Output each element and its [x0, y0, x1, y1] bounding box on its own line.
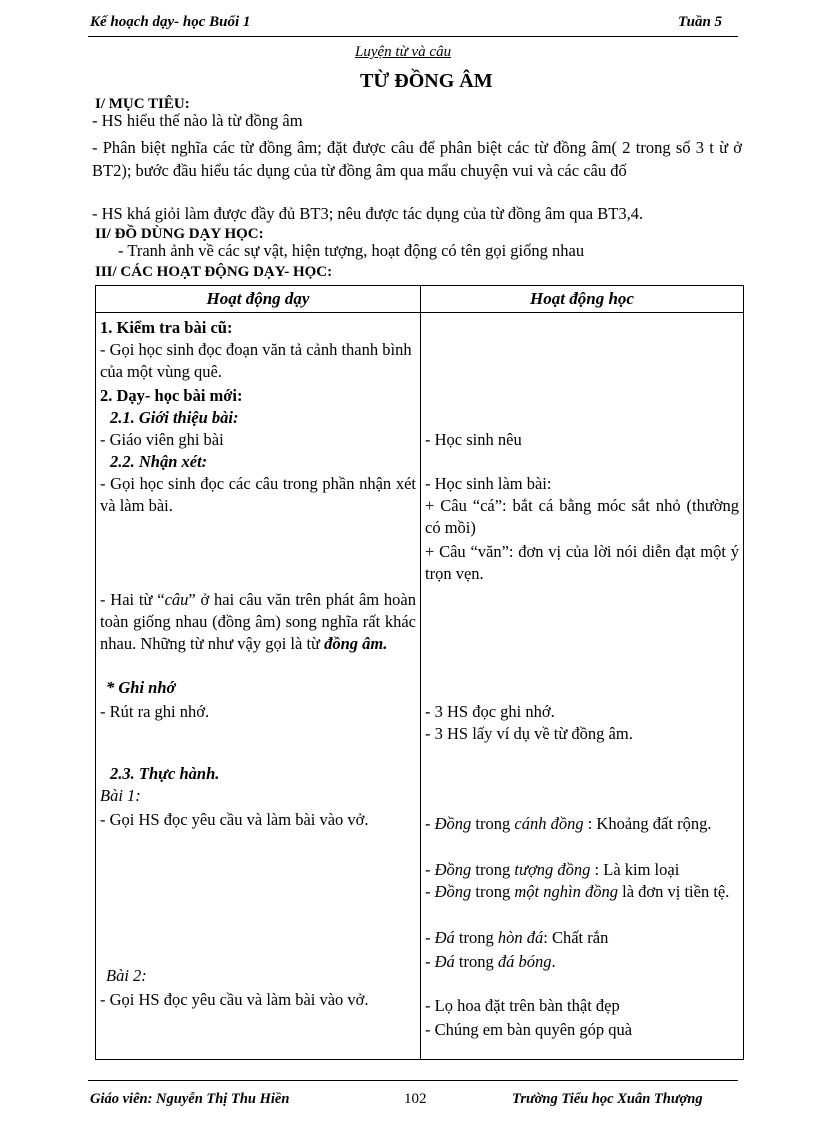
old-lesson-task: - Gọi học sinh đọc đoạn văn tả cảnh thanh bình của một vùng quê. — [100, 340, 412, 381]
section-practice: 2.3. Thực hành. — [110, 764, 220, 783]
objective-1: - HS hiểu thế nào là từ đồng âm — [92, 111, 303, 130]
header-right: Tuần 5 — [678, 14, 723, 30]
footer-teacher: Giáo viên: Nguyễn Thị Thu Hiền — [90, 1091, 290, 1107]
page-number: 102 — [404, 1091, 427, 1107]
section-memorize: * Ghi nhớ — [106, 678, 176, 697]
page-title: TỪ ĐỒNG ÂM — [360, 70, 493, 92]
answer-da-2: - Đá trong đá bóng. — [425, 952, 556, 971]
section-introduction: 2.1. Giới thiệu bài: — [110, 408, 239, 427]
observation-task: - Gọi học sinh đọc các câu trong phần nhận xét và làm bài. — [100, 474, 416, 515]
exercise-2-task: - Gọi HS đọc yêu cầu và làm bài vào vở. — [100, 990, 369, 1009]
teacher-cell — [96, 313, 421, 1060]
introduction-task: - Giáo viên ghi bài — [100, 430, 224, 449]
objective-3: - HS khá giỏi làm được đầy đủ BT3; nêu được tác dụng của từ đồng âm qua BT3,4. — [92, 204, 644, 223]
student-give-examples: - 3 HS lấy ví dụ về từ đồng âm. — [425, 724, 633, 743]
table-row — [96, 313, 744, 1060]
student-does-exercise: - Học sinh làm bài: — [425, 474, 552, 493]
header-divider — [88, 36, 738, 37]
answer-dong-1: - Đồng trong cánh đồng : Khoảng đất rộng. — [425, 814, 712, 833]
footer-school: Trường Tiểu học Xuân Thượng — [512, 1091, 703, 1107]
section-old-lesson: 1. Kiểm tra bài cũ: — [100, 318, 233, 337]
objective-2: - Phân biệt nghĩa các từ đồng âm; đặt được câu để phân biệt các từ đồng âm( 2 trong số 3 t ừ ở BT2); bước đầu hiểu tác dụng của từ đồng âm qua mẩu chuyện vui và các câu đố — [92, 138, 742, 180]
activities-heading: III/ CÁC HOẠT ĐỘNG DẠY- HỌC: — [95, 264, 333, 280]
student-read-memorize: - 3 HS đọc ghi nhớ. — [425, 702, 555, 721]
materials-item: - Tranh ảnh về các sự vật, hiện tượng, hoạt động có tên gọi giống nhau — [118, 241, 585, 260]
lesson-subject: Luyện từ và câu — [355, 44, 452, 60]
sentence-ban-1: - Lọ hoa đặt trên bàn thật đẹp — [425, 996, 620, 1015]
memorize-task: - Rút ra ghi nhớ. — [100, 702, 210, 721]
answer-da-1: - Đá trong hòn đá: Chất rắn — [425, 928, 609, 947]
section-new-lesson: 2. Dạy- học bài mới: — [100, 386, 243, 405]
student-answer-introduction: - Học sinh nêu — [425, 430, 522, 449]
exercise-1-label: Bài 1: — [100, 786, 141, 805]
footer-divider — [88, 1080, 738, 1081]
meaning-cau-ca: + Câu “cá”: bắt cá bằng móc sắt nhỏ (thường có mồi) — [425, 496, 739, 537]
student-cell — [421, 313, 744, 1060]
exercise-2-label: Bài 2: — [106, 966, 147, 985]
activities-table — [95, 285, 744, 1060]
answer-dong-3: - Đồng trong một nghìn đồng là đơn vị tiền tệ. — [425, 882, 730, 901]
col-header-student: Hoạt động học — [421, 286, 744, 313]
exercise-1-task: - Gọi HS đọc yêu cầu và làm bài vào vở. — [100, 810, 369, 829]
meaning-cau-van: + Câu “văn”: đơn vị của lời nói diễn đạt một ý trọn vẹn. — [425, 542, 739, 583]
table-header-row — [96, 286, 744, 313]
sentence-ban-2: - Chúng em bàn quyên góp quà — [425, 1020, 633, 1039]
materials-heading: II/ ĐỒ DÙNG DẠY HỌC: — [95, 226, 264, 242]
col-header-teacher: Hoạt động dạy — [96, 286, 421, 313]
header-left: Kế hoạch dạy- học Buổi 1 — [90, 14, 251, 30]
answer-dong-2: - Đồng trong tượng đồng : Là kim loại — [425, 860, 680, 879]
objectives-heading: I/ MỤC TIÊU: — [95, 96, 190, 112]
section-observation: 2.2. Nhận xét: — [110, 452, 208, 471]
homonym-explanation: - Hai từ “câu” ở hai câu văn trên phát âm hoàn toàn giống nhau (đồng âm) song nghĩa rất khác nhau. Những từ như vậy gọi là từ đồng âm. — [100, 590, 417, 653]
